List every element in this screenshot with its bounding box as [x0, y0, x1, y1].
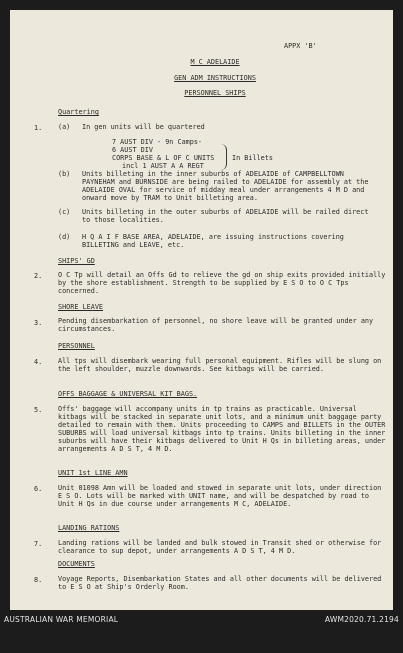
para-number: 5. — [34, 406, 43, 414]
section-documents: DOCUMENTS — [58, 560, 95, 568]
para1-b-text: Units billeting in the inner suburbs of ADELAIDE of CAMPBELLTOWN PAYNEHAM and BURNSIDE are being railed to ADELAIDE for assembly at the ADELAIDE OVAL for service of midday meal under arrangements 4 M D and onward move by TRAM to Unit billeting area. — [82, 170, 369, 203]
para1-d-text: H Q A I F BASE AREA, ADELAIDE, are issuing instructions covering BILLETING and LEAVE, etc. — [82, 233, 344, 250]
para3-text: Pending disembarkation of personnel, no shore leave will be granted under any circumstances. — [58, 317, 374, 334]
para7-text: Landing rations will be landed and bulk stowed in Transit shed or otherwise for clearance to sup depot, under arrangements A D S T, 4 M D. — [58, 539, 382, 556]
heading-line-1: M C ADELAIDE — [190, 58, 240, 66]
para1-a-text: In gen units will be quartered — [82, 123, 205, 131]
sub-letter: (d) — [58, 233, 71, 241]
billet-line: incl 1 AUST A A REGT — [122, 162, 204, 170]
sub-letter: (b) — [58, 170, 71, 178]
section-unit-lines: UNIT 1st LINE AMN — [58, 469, 128, 477]
section-personnel: PERSONNEL — [58, 342, 95, 350]
footer-institution: AUSTRALIAN WAR MEMORIAL — [4, 615, 119, 624]
para-number: 8. — [34, 576, 43, 584]
para1-c-text: Units billeting in the outer suburbs of ADELAIDE will be railed direct to those localities. — [82, 208, 369, 225]
section-landing-rations: LANDING RATIONS — [58, 524, 120, 532]
billet-line: CORPS BASE & L OF C UNITS — [112, 154, 215, 162]
para-number: 1. — [34, 124, 43, 132]
section-shore-leave: SHORE LEAVE — [58, 303, 104, 311]
sub-letter: (a) — [58, 123, 71, 131]
brace — [218, 144, 227, 170]
para-number: 4. — [34, 358, 43, 366]
document-page — [10, 10, 393, 610]
section-quartering: Quartering — [58, 108, 99, 116]
heading-line-2: GEN ADM INSTRUCTIONS — [174, 74, 256, 82]
section-ships-gd: SHIPS' GD — [58, 257, 95, 265]
para4-text: All tps will disembark wearing full personal equipment. Rifles will be slung on the left shoulder, muzzle downwards. See kitbags will be carried. — [58, 357, 382, 374]
in-billets-label: In Billets — [232, 154, 273, 162]
para-number: 7. — [34, 540, 43, 548]
para-number: 2. — [34, 272, 43, 280]
billet-line: 7 AUST DIV - 9n Camps- — [112, 138, 203, 146]
para8-text: Voyage Reports, Disembarkation States and all other documents will be delivered to E S O at Ship's Orderly Room. — [58, 575, 382, 592]
section-baggage: OFFS BAGGAGE & UNIVERSAL KIT BAGS. — [58, 390, 198, 398]
billet-line: 6 AUST DIV — [112, 146, 153, 154]
heading-line-3: PERSONNEL SHIPS — [184, 89, 246, 97]
para6-text: Unit 01098 Amn will be loaded and stowed in separate unit lots, under direction E S O. Lots will be marked with UNIT name, and will be despatched by road to Unit H Qs in due course under arrangements M C, ADELAIDE. — [58, 484, 382, 509]
para-number: 6. — [34, 485, 43, 493]
footer-accession-number: AWM2020.71.2194 — [324, 615, 399, 624]
para-number: 3. — [34, 319, 43, 327]
para5-text: Offs' baggage will accompany units in tp trains as practicable. Universal kitbags will be stacked in separate unit lots, and a minimum unit baggage party detailed to remain with them. Units proceeding to CAMPS and BILLETS in the OUTER SUBURBS will load universal kitbags into tp trains. Units billeting in the inner suburbs will have their kitbags delivered to Unit H Qs in billeting areas, under arrangements A D S T, 4 M D. — [58, 405, 386, 454]
para2-text: O C Tp will detail an Offs Gd to relieve the gd on ship exits provided initially by the shore establishment. Strength to be supplied by E S O to O C Tps concerned. — [58, 271, 386, 296]
sub-letter: (c) — [58, 208, 71, 216]
appendix-label: APPX 'B' — [284, 42, 317, 50]
